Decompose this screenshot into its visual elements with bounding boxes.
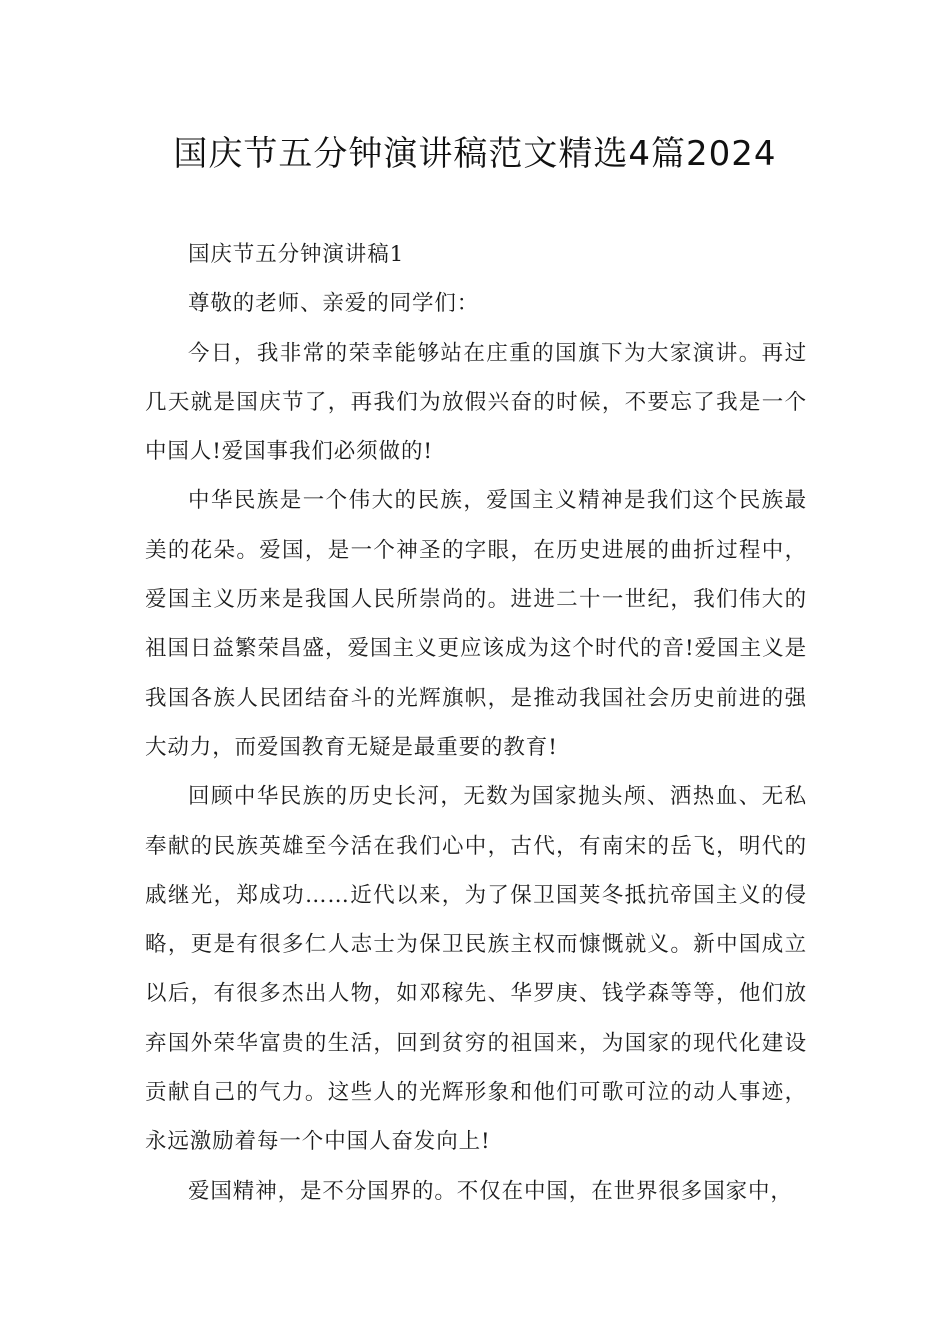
paragraph: 今日，我非常的荣幸能够站在庄重的国旗下为大家演讲。再过几天就是国庆节了，再我们为放假兴奋的时候，不要忘了我是一个中国人!爱国事我们必须做的! (145, 340, 807, 465)
paragraph: 爱国精神，是不分国界的。不仅在中国，在世界很多国家中， (188, 1178, 793, 1204)
section-heading: 国庆节五分钟演讲稿1 (188, 242, 405, 267)
paragraph: 中华民族是一个伟大的民族，爱国主义精神是我们这个民族最美的花朵。爱国，是一个神圣的字眼，在历史进展的曲折过程中，爱国主义历来是我国人民所崇尚的。进进二十一世纪，我们伟大的祖国日益繁荣昌盛，爱国主义更应该成为这个时代的音!爱国主义是我国各族人民团结奋斗的光辉旗帜，是推动我国社会历史前进的强大动力，而爱国教育无疑是最重要的教育! (145, 488, 807, 760)
paragraph: 回顾中华民族的历史长河，无数为国家抛头颅、洒热血、无私奉献的民族英雄至今活在我们心中，古代，有南宋的岳飞，明代的戚继光，郑成功……近代以来，为了保卫国荚冬抵抗帝国主义的侵略，更是有很多仁人志士为保卫民族主权而慷慨就义。新中国成立以后，有很多杰出人物，如邓稼先、华罗庚、钱学森等等，他们放弃国外荣华富贵的生活，回到贫穷的祖国来，为国家的现代化建设贡献自己的气力。这些人的光辉形象和他们可歌可泣的动人事迹，永远激励着每一个中国人奋发向上! (145, 784, 807, 1155)
document-body (145, 230, 807, 1216)
document-title: 国庆节五分钟演讲稿范文精选4篇2024 (173, 134, 777, 174)
salutation: 尊敬的老师、亲爱的同学们： (188, 291, 480, 317)
